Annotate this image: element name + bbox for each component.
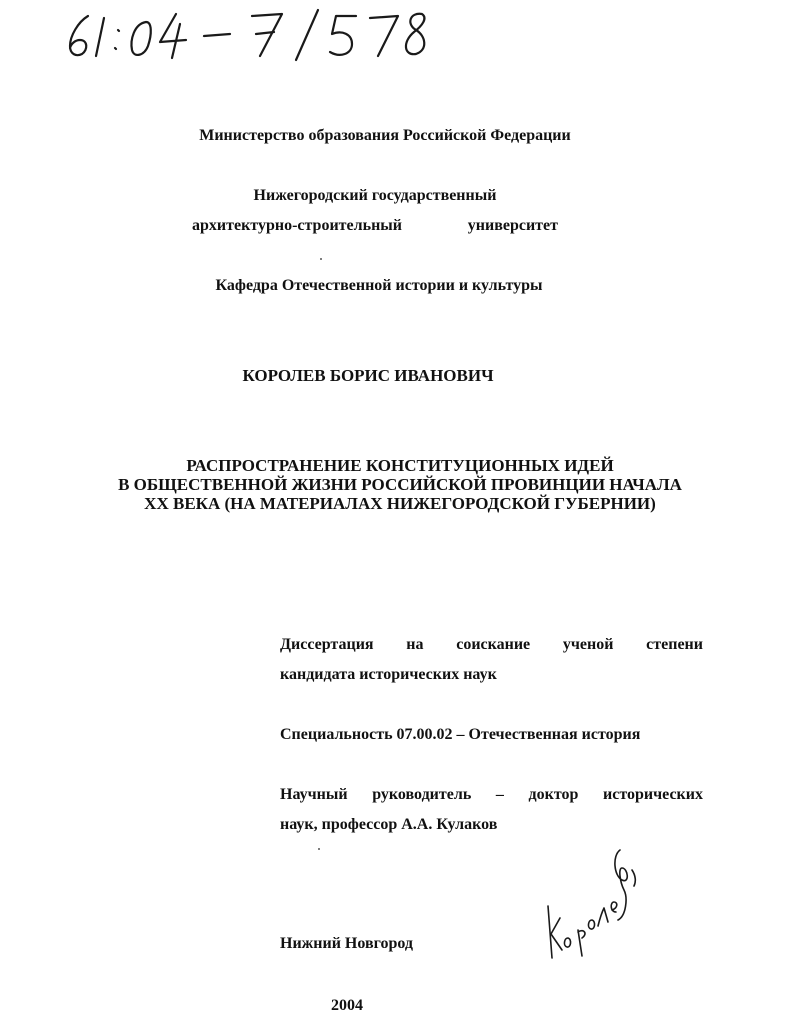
title-line: РАСПРОСТРАНЕНИЕ КОНСТИТУЦИОННЫХ ИДЕЙ xyxy=(186,456,614,475)
specialty xyxy=(280,720,703,750)
dissertation-word: Диссертация xyxy=(280,636,374,653)
dissertation-word: ученой xyxy=(562,636,614,653)
dissertation-statement xyxy=(280,630,703,690)
title-line: В ОБЩЕСТВЕННОЙ ЖИЗНИ РОССИЙСКОЙ ПРОВИНЦИИ НАЧАЛА xyxy=(118,475,682,494)
handwritten-archive-code xyxy=(60,0,440,70)
advisor-word: руководитель xyxy=(372,786,472,803)
ministry-name: Министерство образования Российской Федерации xyxy=(199,127,571,144)
advisor-word: Научный xyxy=(280,786,348,803)
university-name-word: архитектурно-строительный xyxy=(192,217,402,234)
university-name-word: университет xyxy=(467,217,558,234)
scan-speck xyxy=(318,848,320,850)
department-name: Кафедра Отечественной истории и культуры xyxy=(215,277,543,294)
advisor-word: исторических xyxy=(603,786,703,803)
specialty-text: Специальность 07.00.02 – Отечественная история xyxy=(280,726,641,743)
title-line: XX ВЕКА (НА МАТЕРИАЛАХ НИЖЕГОРОДСКОЙ ГУБЕРНИИ) xyxy=(144,494,656,513)
dissertation-line1 xyxy=(280,630,703,660)
advisor-word: доктор xyxy=(528,786,579,803)
scan-speck xyxy=(320,258,322,260)
scientific-advisor xyxy=(280,780,703,840)
author-name: КОРОЛЕВ БОРИС ИВАНОВИЧ xyxy=(242,366,494,385)
advisor-word: – xyxy=(495,786,504,803)
dissertation-word: степени xyxy=(646,636,703,653)
dissertation-title xyxy=(0,456,791,513)
university-name-line2 xyxy=(192,216,558,236)
dissertation-word: соискание xyxy=(456,636,531,653)
handwritten-signature xyxy=(538,846,648,966)
dissertation-line2: кандидата исторических наук xyxy=(280,666,497,683)
advisor-line2: наук, профессор А.А. Кулаков xyxy=(280,816,498,833)
dissertation-word: на xyxy=(406,636,424,653)
city: Нижний Новгород xyxy=(280,935,414,952)
year: 2004 xyxy=(331,997,363,1014)
advisor-line1 xyxy=(280,780,703,810)
university-name-line1: Нижегородский государственный xyxy=(253,187,497,204)
